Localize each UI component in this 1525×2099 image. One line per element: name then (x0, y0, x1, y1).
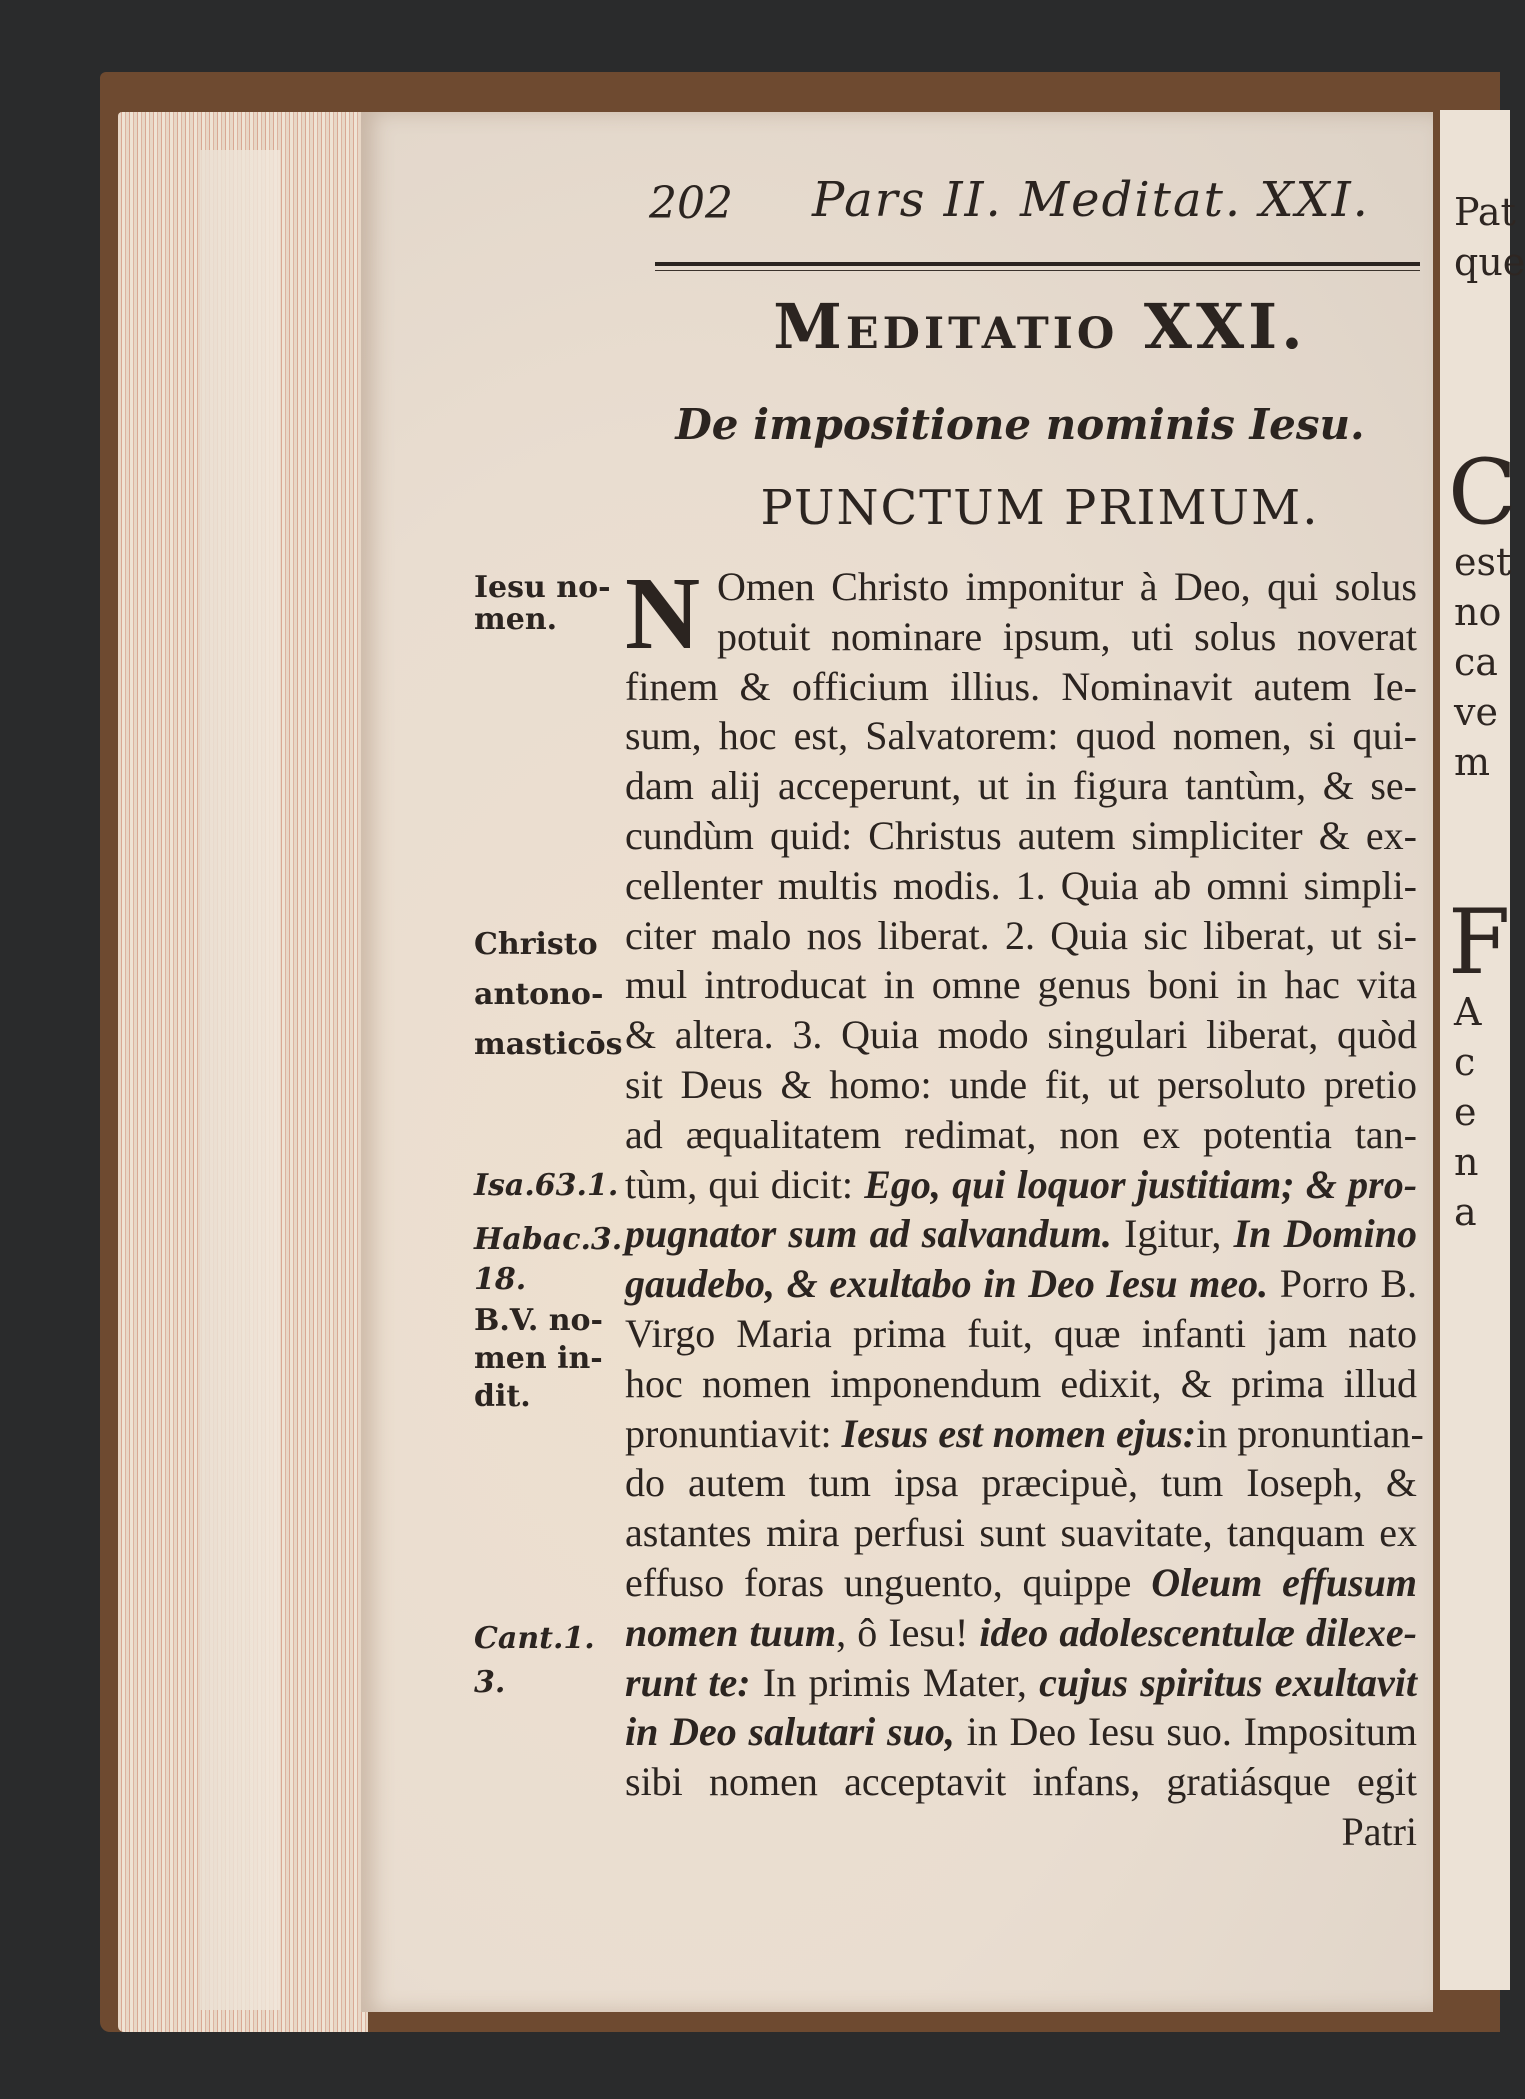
italic-segment: in Deo salutari suo, (625, 1709, 955, 1755)
header-rule (655, 262, 1420, 266)
margin-note-christo (474, 920, 623, 1070)
italic-segment: Oleum effusum (1151, 1559, 1417, 1605)
text-segment: finem & officium illius. Nominavit autem Ie- (625, 663, 1417, 709)
text-line (625, 1110, 1417, 1160)
note-line: antono- (474, 977, 604, 1012)
text-segment: citer malo nos liberat. 2. Quia sic liberat, ut si- (625, 912, 1417, 958)
note-line: men in- (474, 1341, 603, 1376)
catchword: Patri (1341, 1808, 1417, 1854)
body-text (625, 556, 1424, 1857)
italic-segment: pugnator sum ad salvandum. (625, 1211, 1112, 1257)
italic-segment: ideo adolescentulæ dilexe- (979, 1609, 1418, 1655)
text-segment: in pronuntian- (1196, 1410, 1424, 1456)
margin-note-cant (474, 1617, 595, 1705)
text-line (625, 761, 1417, 811)
italic-segment: Iesus est nomen ejus: (841, 1410, 1197, 1456)
text-line (625, 1409, 1424, 1459)
text-line (625, 1558, 1417, 1608)
text-line (625, 1707, 1417, 1757)
facing-fragment: ve (1454, 690, 1498, 734)
text-line (625, 1359, 1417, 1409)
facing-fragment: m (1454, 740, 1491, 784)
note-line: 3. (474, 1665, 506, 1700)
text-line (625, 1010, 1417, 1060)
text-segment: sibi nomen acceptavit infans, gratiásque egit (625, 1759, 1417, 1805)
text-line (625, 1757, 1417, 1807)
text-line (625, 1209, 1417, 1259)
text-segment: Omen Christo imponitur à Deo, qui solus (717, 564, 1417, 609)
text-segment: do autem tum ipsa præcipuè, tum Ioseph, & (625, 1460, 1417, 1506)
text-segment: & altera. 3. Quia modo singulari liberat, quòd (625, 1012, 1417, 1058)
note-line: dit. (474, 1379, 531, 1414)
text-segment: ad æqualitatem redimat, non ex potentia tan- (625, 1111, 1417, 1157)
text-segment: tùm, qui dicit: (625, 1161, 865, 1207)
text-line (625, 1608, 1417, 1658)
text-line (625, 1160, 1417, 1210)
facing-fragment: ca (1454, 640, 1498, 684)
text-segment: in Deo Iesu suo. Impositum (954, 1709, 1417, 1755)
margin-note-iesu-nomen (474, 572, 611, 636)
text-segment: astantes mira perfusi sunt suavitate, tanquam ex (625, 1510, 1417, 1556)
text-segment: sum, hoc est, Salvatorem: quod nomen, si qui- (625, 713, 1417, 759)
facing-fragment: F (1448, 890, 1511, 995)
note-line: B.V. no- (474, 1303, 603, 1338)
text-line (625, 861, 1417, 911)
text-line (625, 1658, 1417, 1708)
chapter-subtitle: De impositione nominis Iesu. (675, 400, 1365, 449)
facing-fragment: que (1454, 240, 1525, 284)
margin-note-habacuc (474, 1220, 622, 1300)
italic-segment: gaudebo, & exultabo in Deo Iesu meo. (625, 1261, 1269, 1307)
text-segment: cellenter multis modis. 1. Quia ab omni simpli- (625, 862, 1417, 908)
italic-segment: In Domino (1233, 1211, 1418, 1257)
italic-segment: runt te: (625, 1659, 751, 1705)
page-edges-inner (200, 150, 280, 2010)
text-segment: cundùm quid: Christus autem simpliciter & ex- (625, 812, 1417, 858)
text-line (625, 562, 1417, 612)
text-segment: pronuntiavit: (625, 1410, 842, 1456)
italic-segment: Ego, qui loquor justitiam; & pro- (864, 1161, 1418, 1207)
facing-fragment: e (1454, 1090, 1477, 1134)
facing-fragment: n (1454, 1140, 1479, 1184)
text-segment: In primis Mater, (750, 1659, 1040, 1705)
text-line (625, 612, 1417, 662)
facing-page (1440, 110, 1525, 1990)
header-rule-thin (655, 270, 1420, 271)
facing-fragment: A (1454, 990, 1482, 1034)
text-line (625, 960, 1417, 1010)
text-line (625, 711, 1417, 761)
margin-note-bv (474, 1302, 603, 1416)
text-line (625, 1508, 1417, 1558)
chapter-title: Meditatio XXI. (773, 290, 1307, 363)
facing-fragment: c (1454, 1040, 1476, 1084)
text-segment: potuit nominare ipsum, uti solus noverat (717, 613, 1417, 659)
text-line (625, 911, 1417, 961)
note-line: Christo (474, 927, 598, 962)
drop-cap: N (625, 556, 701, 671)
running-head: Pars II. Meditat. XXI. (812, 172, 1370, 228)
page-number: 202 (649, 178, 733, 229)
text-segment: sit Deus & homo: unde fit, ut persoluto pretio (625, 1061, 1417, 1107)
note-line: men. (474, 602, 558, 637)
facing-fragment: est (1454, 540, 1512, 584)
italic-segment: nomen tuum (625, 1609, 837, 1655)
text-line (625, 1259, 1417, 1309)
facing-fragment: no (1454, 590, 1502, 634)
facing-fragment: Pat (1454, 190, 1516, 234)
text-line (625, 1309, 1417, 1359)
text-line (625, 1458, 1417, 1508)
italic-segment: cujus spiritus exultavit (1039, 1659, 1418, 1705)
note-line: masticōs (474, 1027, 623, 1062)
note-line: Iesu no- (474, 570, 611, 605)
section-heading: PUNCTUM PRIMUM. (760, 480, 1320, 536)
note-line: Cant.1. (474, 1621, 595, 1656)
text-segment: effuso foras unguento, quippe (625, 1559, 1152, 1605)
text-segment: hoc nomen imponendum edixit, & prima illud (625, 1360, 1417, 1406)
text-line (625, 1060, 1417, 1110)
text-segment: Porro B. (1268, 1261, 1417, 1307)
text-segment: Virgo Maria prima fuit, quæ infanti jam nato (625, 1310, 1417, 1356)
note-line: 18. (474, 1262, 527, 1297)
note-line: Habac.3. (474, 1222, 623, 1257)
text-segment: dam alij acceperunt, ut in figura tantùm, & se- (625, 763, 1417, 809)
text-segment: Igitur, (1111, 1211, 1234, 1257)
margin-note-isaiah: Isa.63.1. (474, 1168, 619, 1203)
text-line (625, 662, 1417, 712)
facing-fragment: a (1454, 1190, 1477, 1234)
text-segment: , ô Iesu! (836, 1609, 980, 1655)
text-segment: mul introducat in omne genus boni in hac vita (625, 962, 1417, 1008)
text-line (625, 811, 1417, 861)
facing-fragment: C (1448, 440, 1517, 545)
